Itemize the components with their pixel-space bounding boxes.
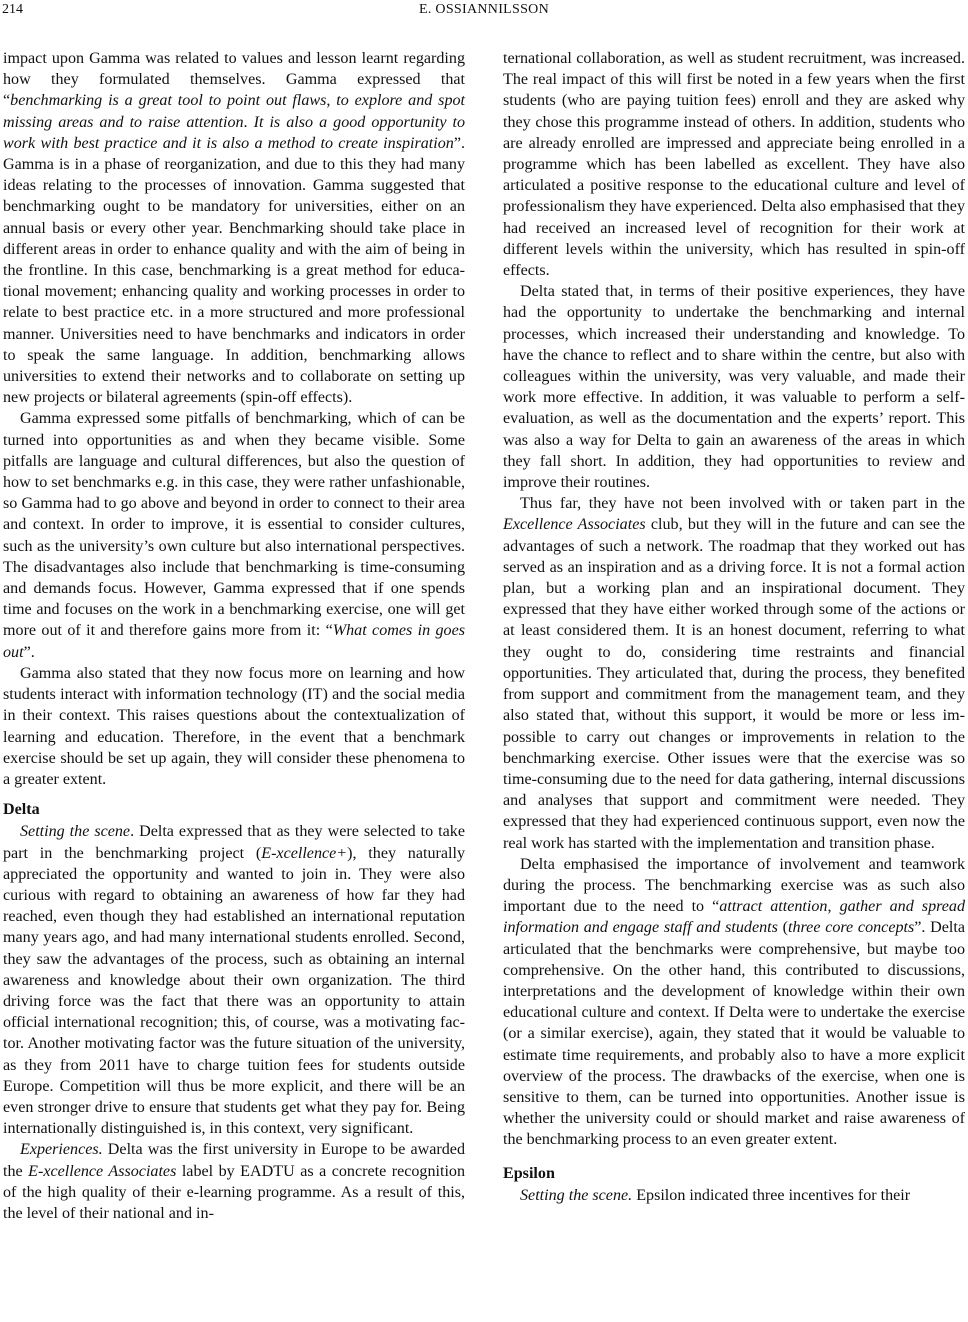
- left-column: [3, 48, 465, 1224]
- running-author: E. OSSIANNILSSON: [418, 2, 550, 17]
- paragraph-delta-experiences: Experiences. Delta was the first university in Europe to be awarded the E-xcellence Associates label by EADTU as a concrete recognition of the high quality of their e-learning programme. As a result of this, the level of their national and in-: [3, 1141, 466, 1222]
- paragraph-gamma-pitfalls: Gamma expressed some pitfalls of benchmarking, which of can be turned into opportunities as and when they became visible. Some pitfalls are language and cultural differences, but also the question of how to set benchmarks e.g. in this case, they were rather unfashionable, so Gamma had to go above and beyond in order to connect to their area and context. In order to improve, it is essential to consider cultures, such as the university’s own culture but also international perspectives. The disadvantages also include that benchmarking is time-consuming and demands focus. However, Gamma expressed that if one spends time and focuses on the work in a benchmarking exercise, one will get more out of it and therefore gains more from it: “What comes in goes out”.: [3, 410, 466, 661]
- page-number: 214: [2, 2, 23, 17]
- paragraph-delta-teamwork: Delta emphasised the importance of involvement and teamwork during the process. The benchmarking exercise was as such also important due to the need to “attract attention, gather and spread information and engage staff and students (three core concepts”. Delta articulated that the benchmarks were comprehensive, but maybe too comprehensive. On the other hand, this contributed to discussions, interpretations and the development of knowledge within their own educational culture and context. If Delta were to undertake the exercise (or a similar exercise), again, they stated that it would be valuable to estimate time requirements, and probably also to have a more explicit overview of the process. The drawbacks of the exercise, when one is sensitive to them, can be turned into opportunities. Another issue is whether the university could or should market and raise awareness of the benchmarking process to an even greater extent.: [503, 855, 966, 1149]
- section-heading-delta: Delta: [3, 801, 40, 819]
- right-column: [503, 48, 965, 1206]
- paragraph-epsilon-scene: Setting the scene. Epsilon indicated three incentives for their: [520, 1186, 911, 1204]
- paragraph-delta-associates: Thus far, they have not been involved with or taken part in the Excellence Associates club, but they will in the future and can see the advantages of such a network. The roadmap that they worked out has served as an inspiration and as a driving force. It is not a formal action plan, but a working plan and an inspirational document. They expressed that they have either worked through some of the actions or at least considered them. It is an honest document, referring to what they ought to do, considering time restraints and financial opportunities. They articulated that, during the process, they benefited from support and commitment from the management team, and they also stated that, without this support, it would be more or less impossible to carry out changes or improvements in relation to the benchmarking exercise. Other issues were that the exercise was so time-consuming due to the need for data gathering, internal discussions and analyses that support and commitment were needed. They expressed that they had experienced continuous support, even now the real work has started with the implementation and transition phase.: [503, 495, 966, 852]
- paragraph-gamma-impact: impact upon Gamma was related to values and lesson learnt regarding how they formulated themselves. Gamma expressed that “benchmarking is a great tool to point out flaws, to explore and spot missing areas and to raise attention. It is also a good opportunity to work with best practice and it is also a method to create inspiration”. Gamma is in a phase of reorganization, and due to this they had many ideas relating to the processes of innovation. Gamma suggested that benchmarking ought to be mandatory for universities, either on an annual basis or every other year. Benchmarking should take place in different areas in order to enhance quality and with the aim of being in the frontline. In this case, benchmarking is a great method for educational movement; enhancing quality and working processes in order to relate to best practice etc. in a more structured and more professional manner. Universities need to have benchmarks and indicators in order to speak the same language. In addition, benchmarking allows universities to extend their networks and to collaborate on setting up new projects or bilateral agreements (spin-off effects).: [3, 50, 466, 407]
- paragraph-delta-positive: Delta stated that, in terms of their positive experiences, they have had the opportunity to undertake the benchmarking and internal processes, which increased their understanding and knowledge. To have the chance to reflect and to share within the centre, but also with colleagues within the university, was very valuable, and made their work more effective. In addition, it was valuable to perform a self-evaluation, as well as the documentation and the experts’ report. This was also a way for Delta to gain an awareness of the areas in which they fall short. In addition, they had opportunities to review and improve their routines.: [503, 283, 965, 492]
- section-heading-epsilon: Epsilon: [503, 1164, 555, 1182]
- paragraph-delta-collaboration: ternational collaboration, as well as student recruitment, was increased. The real impact of this will first be noted in a few years when the first students (who are paying tuition fees) enroll and they are asked why they chose this programme instead of others. In addition, students who are already enrolled are impressed and appreciate being enrolled in a programme which has been labelled as excellent. They have also articulated a positive response to the educational culture and level of professionalism they have experienced. Delta also emphasised that they had received an increased level of recognition for their work at different levels within the university, which has resulted in spin-off effects.: [503, 50, 965, 280]
- running-header: [0, 0, 968, 20]
- paragraph-delta-scene: Setting the scene. Delta expressed that as they were selected to take part in the benchmarking project (E-xcellence+), they naturally appreciated the opportunity and wanted to join in. They were also curious with regard to obtaining an awareness of how far they had reached, even though they had established an international reputation many years ago, and had many international students enrolled. Second, they saw the advantages of the process, such as obtaining an internal awareness and knowledge about their own organization. The third driving force was the fact that there was an opportunity to attain official international recognition; this, of course, was a motivating factor. Another motivating factor was the future situation of the university, as they from 2011 have to charge tuition fees for students outside Europe. Competition will thus be more explicit, and there will be an even stronger drive to ensure that students get what they pay for. Being internationally distinguished is, in this context, very significant.: [3, 823, 466, 1138]
- paragraph-gamma-focus: Gamma also stated that they now focus more on learning and how students interact with information technology (IT) and the social media in their context. This raises questions about the contextualization of learning and education. Therefore, in the event that a benchmark exercise should be set up again, they will consider these phenomena to a greater extent.: [3, 664, 465, 788]
